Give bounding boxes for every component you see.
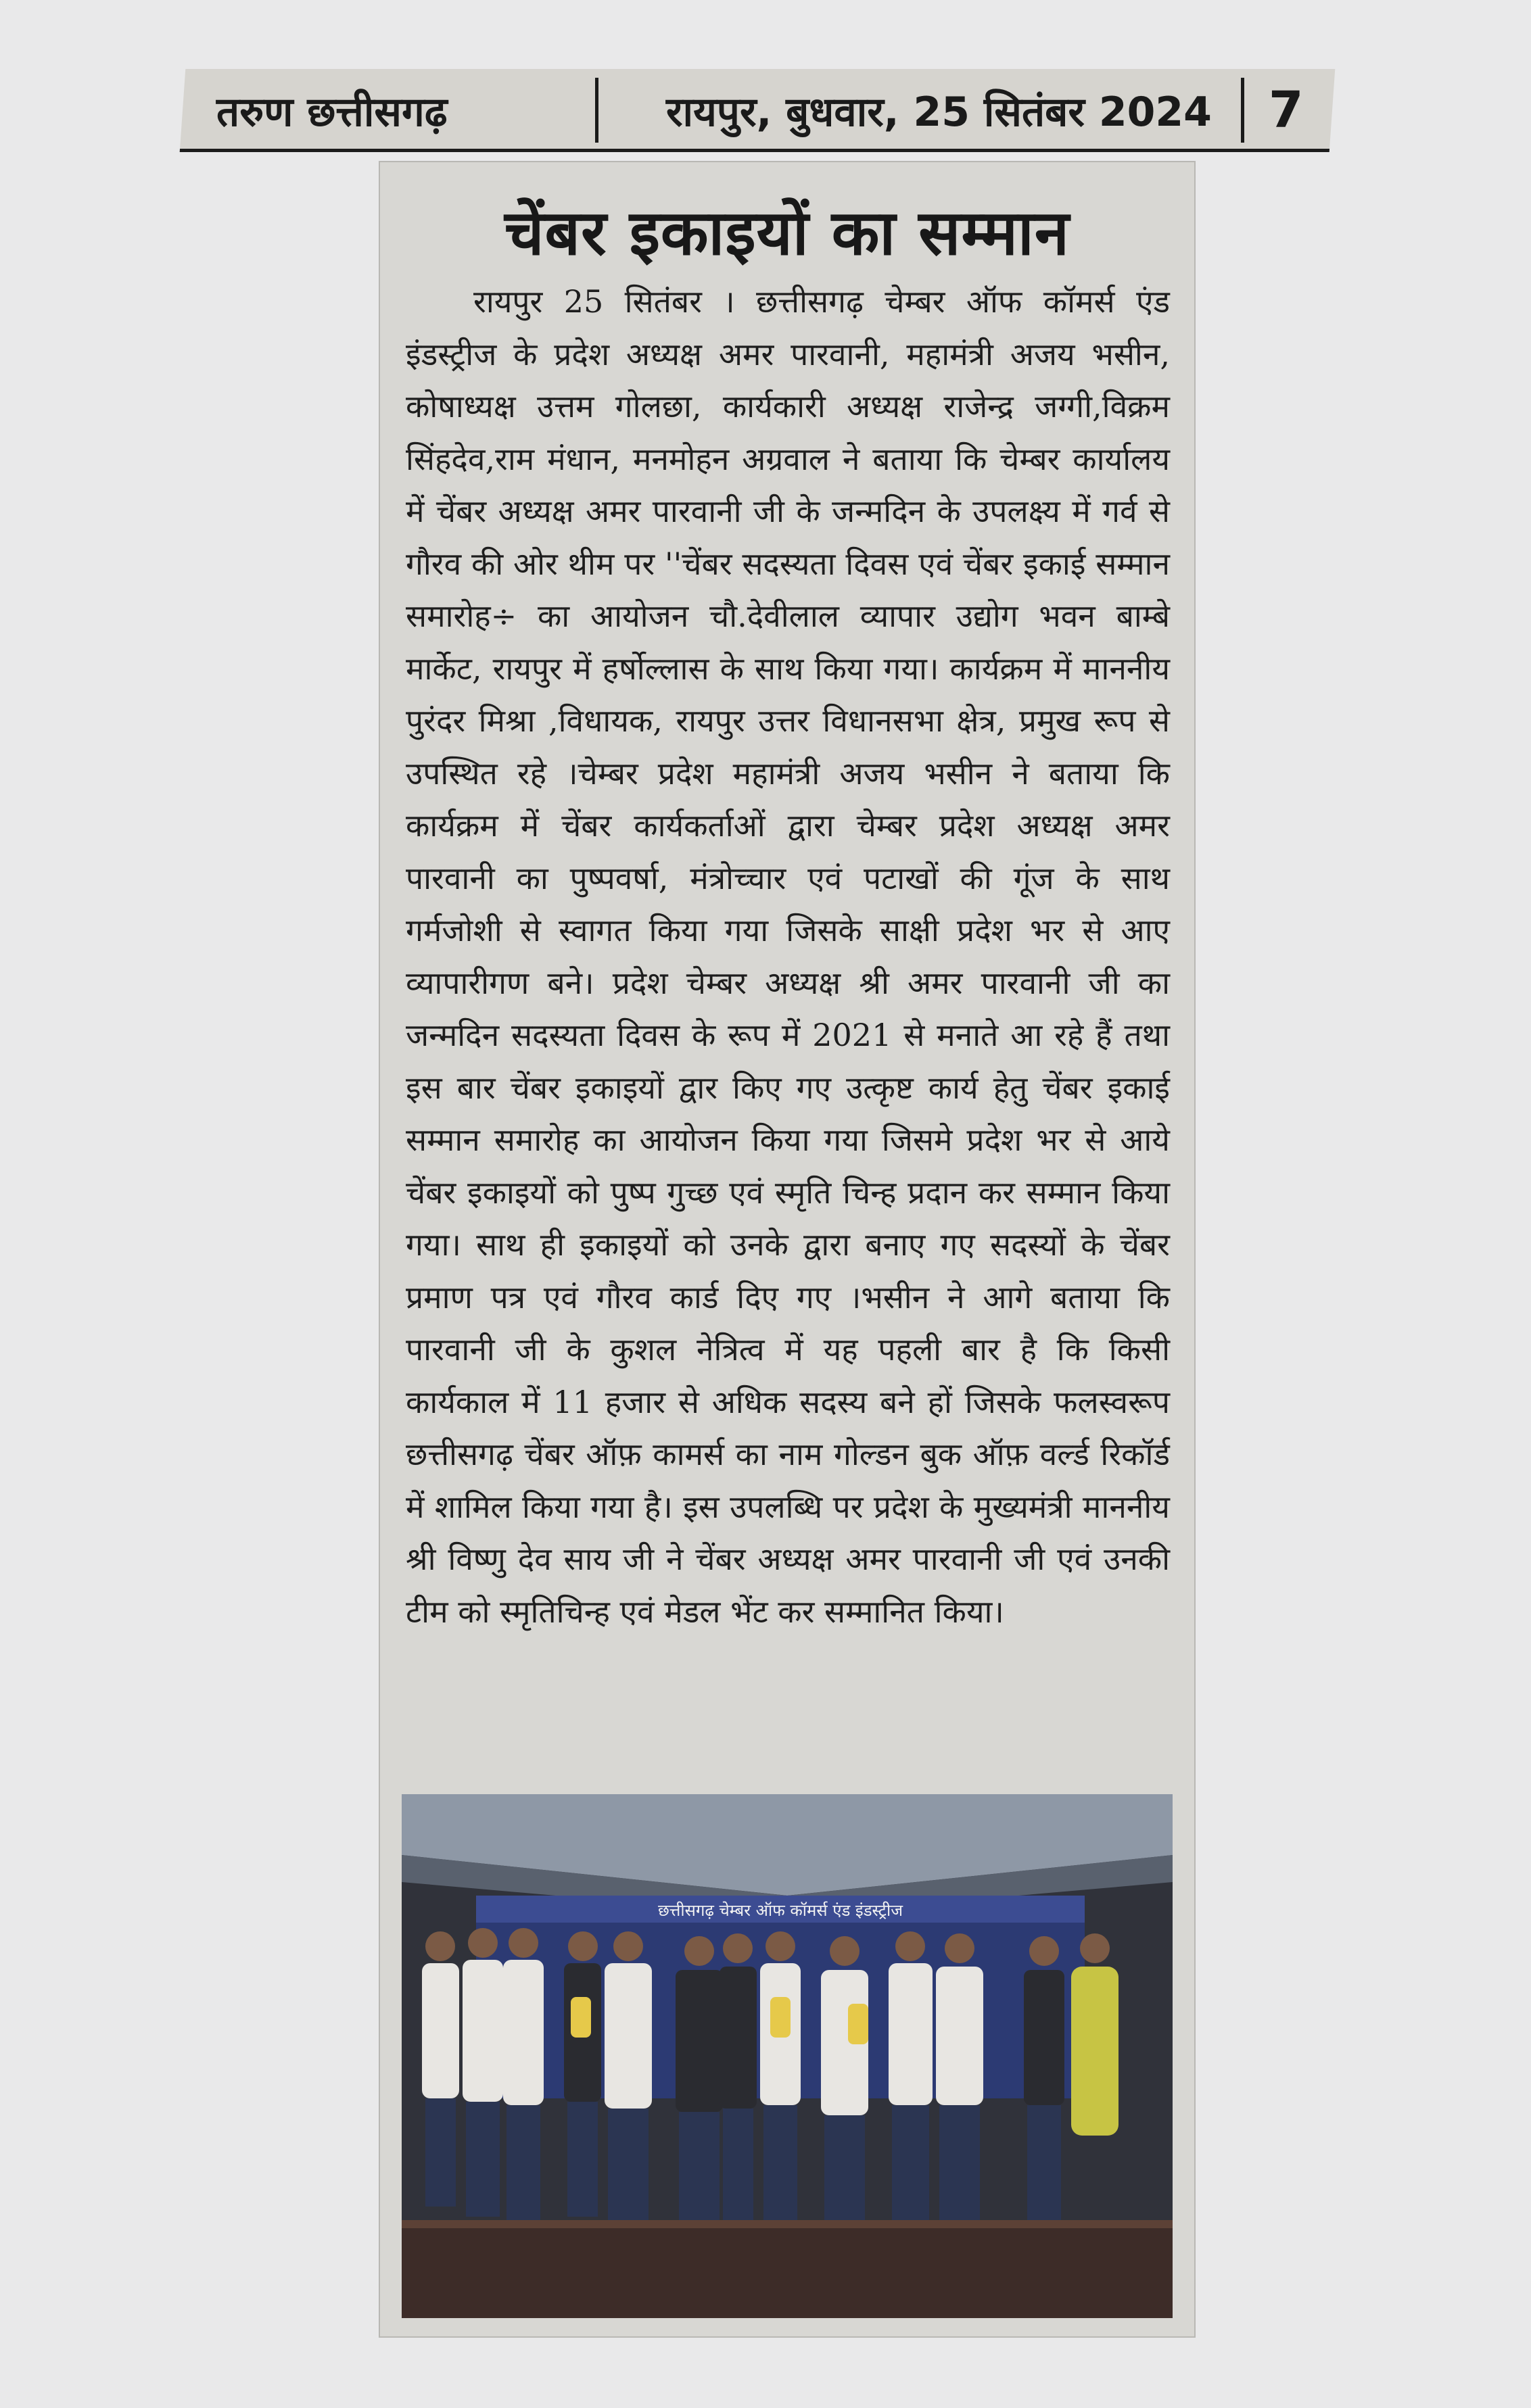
masthead [196,73,1332,147]
article-body [406,276,1170,1638]
event-photo [402,1794,1173,2318]
page-number: 7 [1269,81,1304,139]
event-photo-drawing [402,1794,1173,2318]
article-clipping [379,161,1196,2338]
newspaper-name: तरुण छत्तीसगढ़ [216,89,448,136]
article-headline: चेंबर इकाइयों का सम्मान [504,197,1070,269]
dateline: रायपुर, बुधवार, 25 सितंबर 2024 [666,89,1212,136]
article-paragraph: रायपुर 25 सितंबर । छत्तीसगढ़ चेम्बर ऑफ कॉमर्स एंड इंडस्ट्रीज के प्रदेश अध्यक्ष अमर पारवानी, महामंत्री अजय भसीन, कोषाध्यक्ष उत्तम गोलछा, कार्यकारी अध्यक्ष राजेन्द्र जग्गी,विक्रम सिंहदेव,राम मंधान, मनमोहन अग्रवाल ने बताया कि चेम्बर कार्यालय में चेंबर अध्यक्ष अमर पारवानी जी के जन्मदिन के उपलक्ष्य में गर्व से गौरव की ओर थीम पर ''चेंबर सदस्यता दिवस एवं चेंबर इकाई सम्मान समारोह÷ का आयोजन चौ.देवीलाल व्यापार उद्योग भवन बाम्बे मार्केट, रायपुर में हर्षोल्लास के साथ किया गया। कार्यक्रम में माननीय पुरंदर मिश्रा ,विधायक, रायपुर उत्तर विधानसभा क्षेत्र, प्रमुख रूप से उपस्थित रहे ।चेम्बर प्रदेश महामंत्री अजय भसीन ने बताया कि कार्यक्रम में चेंबर कार्यकर्ताओं द्वारा चेम्बर प्रदेश अध्यक्ष अमर पारवानी का पुष्पवर्षा, मंत्रोच्चार एवं पटाखों की गूंज के साथ गर्मजोशी से स्वागत किया गया जिसके साक्षी प्रदेश भर से आए व्यापारीगण बने। प्रदेश चेम्बर अध्यक्ष श्री अमर पारवानी जी का जन्मदिन सदस्यता दिवस के रूप में 2021 से मनाते आ रहे हैं तथा इस बार चेंबर इकाइयों द्वार किए गए उत्कृष्ट कार्य हेतु चेंबर इकाई सम्मान समारोह का आयोजन किया गया जिसमे प्रदेश भर से आये चेंबर इकाइयों को पुष्प गुच्छ एवं स्मृति चिन्ह प्रदान कर सम्मान किया गया। साथ ही इकाइयों को उनके द्वारा बनाए गए सदस्यों के चेंबर प्रमाण पत्र एवं गौरव कार्ड दिए गए ।भसीन ने आगे बताया कि पारवानी जी के कुशल नेत्रित्व में यह पहली बार है कि किसी कार्यकाल में 11 हजार से अधिक सदस्य बने हों जिसके फलस्वरूप छत्तीसगढ़ चेंबर ऑफ़ कामर्स का नाम गोल्डन बुक ऑफ़ वर्ल्ड रिकॉर्ड में शामिल किया गया है। इस उपलब्धि पर प्रदेश के मुख्यमंत्री माननीय श्री विष्णु देव साय जी ने चेंबर अध्यक्ष अमर पारवानी जी एवं उनकी टीम को स्मृतिचिन्ह एवं मेडल भेंट कर सम्मानित किया। [406,283,1170,1630]
photo-banner-text: छत्तीसगढ़ चेम्बर ऑफ कॉमर्स एंड इंडस्ट्रीज [657,1901,903,1920]
